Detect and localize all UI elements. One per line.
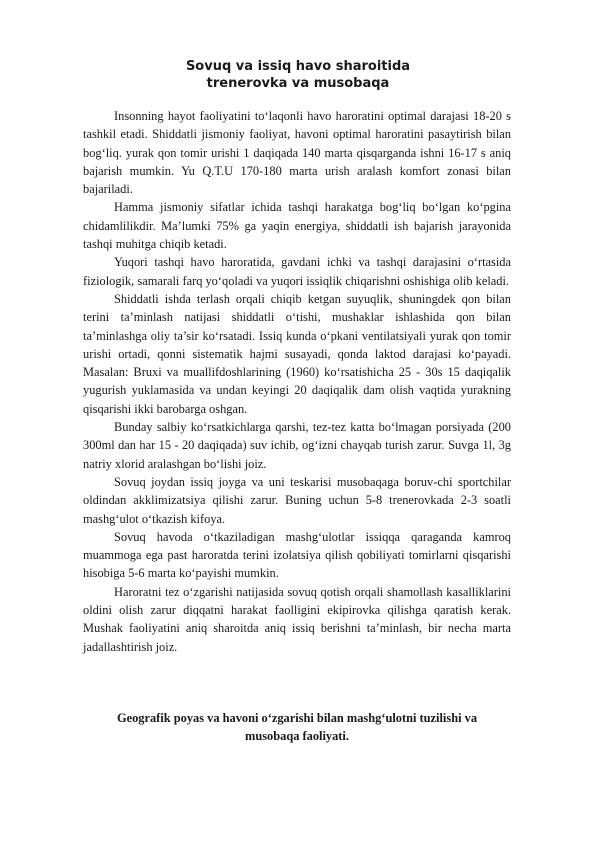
paragraph: Sovuq joydan issiq joyga va uni teskarisi musobaqaga boruv-chi sportchilar oldindan akklimizatsiya qilishi zarur. Buning uchun 5-8 trenerovkada 2-3 soatli mashg‘ulot o‘tkazish kifoya. [83, 474, 511, 526]
section-heading-line-2: musobaqa faoliyati. [245, 729, 349, 744]
section-heading [83, 709, 511, 746]
paragraph: Haroratni tez o‘zgarishi natijasida sovuq qotish orqali shamollash kasalliklarini oldini olish zarur diqqatni harakat faolligini ekipirovka qilishga qaratish kerak. Mushak faoliyatini aniq sharoitda aniq issiq berishni ta’minlash, bir necha marta jadallashtirish joiz. [83, 584, 511, 654]
title-line-1: Sovuq va issiq havo sharoitida [185, 59, 411, 74]
page-title [0, 58, 596, 92]
title-line-2: trenerovka va musobaqa [206, 76, 390, 91]
paragraph: Hamma jismoniy sifatlar ichida tashqi harakatga bog‘liq bo‘lgan ko‘pgina chidamlilikdir. Ma’lumki 75% ga yaqin energiya, shiddatli ish bajarish jarayonida tashqi muhitga chiqib ketadi. [83, 200, 511, 252]
paragraph: Bunday salbiy ko‘rsatkichlarga qarshi, tez-tez katta bo‘lmagan porsiyada (200 300ml dan har 15 - 20 daqiqada) suv ichib, og‘izni chayqab turish zarur. Suvga 1l, 3g natriy xlorid aralashgan bo‘lishi joiz. [83, 420, 511, 471]
body-text [83, 107, 511, 656]
paragraph: Insonning hayot faoliyatini to‘laqonli havo haroratini optimal darajasi 18-20 s tashkil etadi. Shiddatli jismoniy faoliyat, havoni optimal haroratini pasaytirish bilan bog‘liq. yurak qon tomir urishi 1 daqiqada 140 marta qisqarganda ishni 16-17 s aniq bajarish mumkin. Yu Q.T.U 170-180 marta urish aralash komfort zonasi bilan bajariladi. [83, 109, 511, 197]
paragraph: Shiddatli ishda terlash orqali chiqib ketgan suyuqlik, shuningdek qon bilan terini ta’minlash natijasi shiddatli o‘tishi, mushaklar ishlashida qon bilan ta’minlashga oliy ta’sir ko‘rsatadi. Issiq kunda o‘pkani ventilatsiyali yurak qon tomir urishi ortadi, qonni sistematik hajmi susayadi, qonda laktod darajasi ko‘payadi. Masalan: Bruxi va muallifdoshlarining (1960) ko‘rsatishicha 25 - 30s 15 daqiqalik yugurish yuklamasida va undan keyingi 20 daqiqalik dam olish vaqtida yurakning qisqarishi ikki barobarga oshgan. [83, 291, 511, 416]
section-heading-line-1: Geografik poyas va havoni o‘zgarishi bilan mashg‘ulotni tuzilishi va [116, 711, 478, 725]
paragraph: Yuqori tashqi havo haroratida, gavdani ichki va tashqi darajasini o‘rtasida fiziologik, samarali farq yo‘qoladi va yuqori issiqlik chiqarishni oshishiga olib keladi. [83, 255, 511, 288]
paragraph: Sovuq havoda o‘tkaziladigan mashg‘ulotlar issiqqa qaraganda kamroq muammoga ega past haroratda terini izolatsiya qilish qobiliyati tomirlarni qisqarishi hisobiga 5-6 marta ko‘payishi mumkin. [83, 529, 511, 581]
